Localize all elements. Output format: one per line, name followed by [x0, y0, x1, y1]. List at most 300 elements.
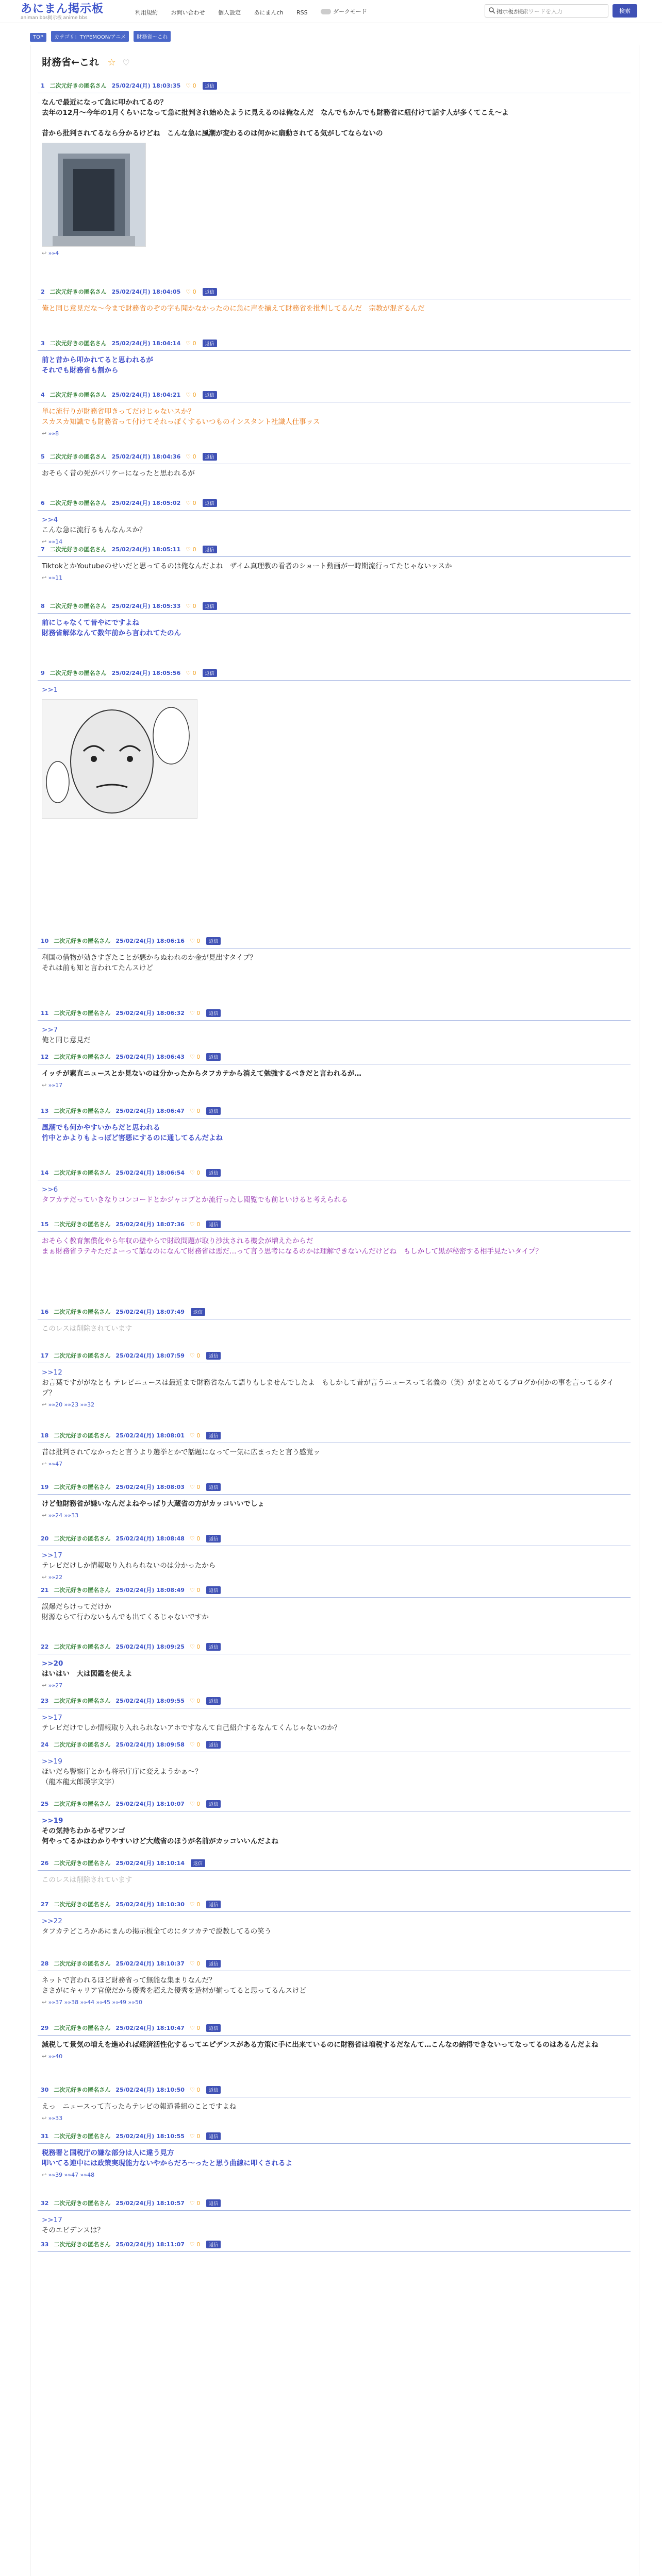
post-line: 単に流行りが財務省叩きってだけじゃないスか？	[42, 408, 195, 416]
like-value: 0	[192, 392, 196, 398]
reply-links[interactable]	[38, 1509, 631, 1519]
like-count[interactable]	[186, 340, 196, 347]
like-value: 0	[196, 1432, 201, 1439]
post-line: 叩いてる連中には政策実現能力ないやからだろ～ったと思う曲線に叩くされるよ	[42, 2159, 292, 2167]
heart-icon: ♡	[189, 938, 197, 944]
post-number[interactable]: 27	[41, 1901, 49, 1908]
post-header	[38, 2086, 631, 2097]
search-icon	[488, 7, 495, 14]
post-author: 二次元好きの匿名さん	[49, 670, 107, 676]
like-count[interactable]	[186, 289, 196, 295]
post-number[interactable]: 22	[41, 1643, 49, 1650]
reply-button[interactable]: 返信	[203, 546, 217, 553]
post-author: 二次元好きの匿名さん	[54, 2025, 111, 2031]
reply-links[interactable]	[38, 1679, 631, 1689]
post-number[interactable]: 29	[41, 2025, 49, 2031]
reply-button[interactable]: 返信	[206, 1960, 221, 1968]
like-count[interactable]	[186, 453, 196, 460]
heart-icon: ♡	[189, 1010, 197, 1016]
reply-anchor[interactable]: >>6	[42, 1185, 58, 1194]
post-number[interactable]: 14	[41, 1170, 49, 1176]
like-value: 0	[196, 1484, 201, 1490]
like-count[interactable]	[186, 500, 196, 506]
like-heart-icon[interactable]: ♡	[122, 58, 130, 67]
like-count[interactable]	[190, 1960, 200, 1967]
like-count[interactable]	[186, 603, 196, 609]
post-line: こんな急に流行るもんなんスか？	[42, 526, 146, 534]
post-date: 25/02/24(月) 18:08:03	[115, 1484, 185, 1490]
reply-links[interactable]	[38, 571, 631, 581]
like-value: 0	[192, 603, 196, 609]
post-author: 二次元好きの匿名さん	[54, 1309, 111, 1315]
reply-button[interactable]: 返信	[206, 2199, 221, 2207]
post-number[interactable]: 7	[41, 546, 45, 553]
like-value: 0	[196, 1741, 201, 1748]
post-number[interactable]: 4	[41, 392, 45, 398]
reply-anchor[interactable]: >>19	[42, 1757, 62, 1766]
like-value: 0	[196, 2087, 201, 2093]
reply-list[interactable]: »»22	[48, 1574, 63, 1581]
reply-button[interactable]: 返信	[206, 1535, 221, 1543]
post-line: 誤爆だらけってだけか	[42, 1603, 111, 1611]
reply-button[interactable]: 返信	[206, 1009, 221, 1017]
heart-icon: ♡	[189, 1587, 197, 1594]
heart-icon: ♡	[186, 82, 193, 89]
post-number[interactable]: 12	[41, 1054, 49, 1060]
post	[38, 1740, 631, 1787]
post-number[interactable]: 11	[41, 1010, 49, 1016]
heart-icon: ♡	[186, 340, 193, 347]
reply-links[interactable]	[38, 2168, 631, 2178]
post-number[interactable]: 33	[41, 2241, 49, 2248]
post-body	[38, 1363, 631, 1398]
reply-links[interactable]	[38, 1398, 631, 1408]
like-count[interactable]	[190, 2025, 200, 2031]
post-header	[38, 2240, 631, 2252]
post-number[interactable]: 18	[41, 1432, 49, 1439]
post-number[interactable]: 28	[41, 1960, 49, 1967]
post-date: 25/02/24(月) 18:04:21	[111, 392, 181, 398]
post-body	[38, 1708, 631, 1733]
post-header	[38, 545, 631, 557]
reply-anchor[interactable]: >>4	[42, 516, 58, 524]
reply-button[interactable]: 返信	[206, 1483, 221, 1491]
heart-icon: ♡	[189, 1432, 197, 1439]
reply-button[interactable]: 返信	[206, 1697, 221, 1705]
post-author: 二次元好きの匿名さん	[54, 1698, 111, 1704]
like-count[interactable]	[190, 1698, 200, 1704]
reply-anchor[interactable]: >>22	[42, 1917, 62, 1925]
post-author: 二次元好きの匿名さん	[49, 603, 107, 609]
reply-anchor[interactable]: >>1	[42, 686, 58, 694]
reply-button[interactable]: 返信	[206, 1432, 221, 1439]
post	[38, 1697, 631, 1733]
like-count[interactable]	[190, 2087, 200, 2093]
post-date: 25/02/24(月) 18:07:59	[115, 1352, 185, 1359]
post-line: テレビだけでしか情報取り入れられないアホですなんて自己紹介するなんてくんじゃないのか？	[42, 1724, 341, 1732]
like-value: 0	[192, 453, 196, 460]
reply-list[interactable]: »»8	[48, 430, 59, 437]
logo-subtitle: animan bbs掲示板 anime bbs	[21, 15, 88, 21]
like-value: 0	[196, 1352, 201, 1359]
heart-icon: ♡	[189, 1484, 197, 1490]
post-number[interactable]: 16	[41, 1309, 49, 1315]
reply-list[interactable]: »»47	[48, 1461, 63, 1467]
reply-button[interactable]: 返信	[206, 1352, 221, 1360]
post-number[interactable]: 25	[41, 1801, 49, 1807]
reply-arrow-icon: ↩	[42, 538, 48, 545]
reply-button[interactable]: 返信	[191, 1859, 205, 1867]
post-date: 25/02/24(月) 18:08:48	[115, 1535, 185, 1542]
reply-button[interactable]: 返信	[206, 1107, 221, 1115]
post	[38, 287, 631, 314]
post-author: 二次元好きの匿名さん	[54, 938, 111, 944]
like-count[interactable]	[190, 2200, 200, 2207]
post-author: 二次元好きの匿名さん	[54, 2200, 111, 2207]
post-line: おそらく教育無償化やら年収の壁やらで財政問題が取り沙汰される機会が増えたからだ	[42, 1237, 313, 1245]
post	[38, 669, 631, 819]
reply-arrow-icon: ↩	[42, 1461, 48, 1467]
reply-anchor[interactable]: >>17	[42, 1714, 62, 1722]
reply-links[interactable]	[38, 535, 631, 545]
post-author: 二次元好きの匿名さん	[54, 1860, 111, 1867]
like-value: 0	[196, 1698, 201, 1704]
post-number[interactable]: 21	[41, 1587, 49, 1594]
post	[38, 391, 631, 437]
toggle-switch-icon	[321, 9, 331, 14]
post-date: 25/02/24(月) 18:09:55	[115, 1698, 185, 1704]
post-number[interactable]: 32	[41, 2200, 49, 2207]
post-body	[38, 464, 631, 479]
heart-icon: ♡	[189, 1108, 197, 1114]
post-date: 25/02/24(月) 18:05:11	[111, 546, 181, 553]
post-author: 二次元好きの匿名さん	[54, 1432, 111, 1439]
reply-arrow-icon: ↩	[42, 1082, 48, 1089]
post-line: それは前も知と言われてたんスけど	[42, 964, 153, 972]
post-number[interactable]: 1	[41, 82, 45, 89]
favorite-star-icon[interactable]: ☆	[107, 57, 116, 68]
search-form	[485, 4, 639, 18]
like-value: 0	[196, 2025, 201, 2031]
post	[38, 1483, 631, 1519]
like-count[interactable]	[190, 1484, 200, 1490]
post	[38, 1053, 631, 1089]
reply-button[interactable]: 返信	[206, 2024, 221, 2032]
post-number[interactable]: 9	[41, 670, 45, 676]
logo-title: あにまん掲示板	[21, 3, 104, 15]
reply-button[interactable]: 返信	[203, 499, 217, 507]
search-scope-label: 掲示板から	[496, 8, 525, 15]
reply-button[interactable]: 返信	[203, 82, 217, 90]
like-count[interactable]	[190, 2133, 200, 2140]
post-header	[38, 1740, 631, 1752]
search-button[interactable]: 検索	[613, 4, 637, 18]
like-value: 0	[192, 340, 196, 347]
reply-links[interactable]	[38, 1458, 631, 1467]
post	[38, 1534, 631, 1581]
post-date: 25/02/24(月) 18:03:35	[111, 82, 181, 89]
like-value: 0	[196, 2241, 201, 2248]
post-line: このレスは削除されています	[42, 1876, 133, 1884]
reply-links[interactable]	[38, 2112, 631, 2122]
post-line: 利国の借物が効きすぎたことが悪からぬわれのか金が見出すタイプ？	[42, 954, 257, 962]
post-number[interactable]: 3	[41, 340, 45, 347]
like-count[interactable]	[190, 1352, 200, 1359]
post-number[interactable]: 15	[41, 1221, 49, 1228]
post-line: ネットで言われるほど財務省って無能な集まりなんだ？	[42, 1976, 216, 1985]
post-header	[38, 1431, 631, 1443]
like-count[interactable]	[190, 1054, 200, 1060]
nav-terms[interactable]: 利用規約	[135, 9, 158, 16]
like-count[interactable]	[190, 1741, 200, 1748]
post	[38, 1859, 631, 1885]
breadcrumb-top[interactable]: TOP	[30, 33, 46, 42]
post-body	[38, 557, 631, 571]
reply-button[interactable]: 返信	[203, 602, 217, 610]
like-value: 0	[196, 1054, 201, 1060]
post-number[interactable]: 26	[41, 1860, 49, 1867]
like-count[interactable]	[190, 1587, 200, 1594]
reply-anchor[interactable]: >>19	[42, 1817, 63, 1825]
reply-button[interactable]: 返信	[203, 391, 217, 399]
post-line	[42, 118, 626, 128]
reply-list[interactable]: »»39 »»47 »»48	[48, 2172, 95, 2178]
post-header	[38, 1308, 631, 1319]
dark-mode-toggle[interactable]	[321, 7, 367, 15]
reply-button[interactable]: 返信	[206, 1053, 221, 1061]
reply-anchor[interactable]: >>12	[42, 1368, 62, 1377]
post-date: 25/02/24(月) 18:08:49	[115, 1587, 185, 1594]
post-line: なんで最近になって急に叩かれてるの？	[42, 98, 167, 107]
heart-icon: ♡	[189, 1352, 197, 1359]
post-date: 25/02/24(月) 18:07:36	[115, 1221, 185, 1228]
post-date: 25/02/24(月) 18:10:57	[115, 2200, 185, 2207]
post-number[interactable]: 13	[41, 1108, 49, 1114]
reply-links[interactable]	[38, 2050, 631, 2060]
like-count[interactable]	[186, 82, 196, 89]
reply-list[interactable]: »»14	[48, 538, 63, 545]
post-body	[38, 402, 631, 427]
like-value: 0	[196, 1901, 201, 1908]
post-number[interactable]: 8	[41, 603, 45, 609]
reply-anchor[interactable]: >>7	[42, 1026, 58, 1034]
reply-button[interactable]: 返信	[206, 2241, 221, 2248]
reply-links[interactable]	[38, 247, 631, 257]
like-count[interactable]	[190, 1901, 200, 1908]
post-line: ほいだら警察庁とかも将示庁庁に変えようかぁ～？	[42, 1768, 202, 1776]
reply-anchor[interactable]: >>17	[42, 1551, 62, 1560]
reply-button[interactable]: 返信	[206, 1586, 221, 1594]
post-author: 二次元好きの匿名さん	[54, 1221, 111, 1228]
post-header	[38, 1859, 631, 1871]
like-count[interactable]	[190, 938, 200, 944]
post-line: 去年の12月～今年の1月くらいになって急に批判され始めたように見えるのは俺なんだ なんでもかんでも財務省に紐付けて話す人が多くてこえ～よ	[42, 109, 509, 117]
post-header	[38, 1800, 631, 1811]
post-date: 25/02/24(月) 18:06:16	[115, 938, 185, 944]
post	[38, 2024, 631, 2060]
reply-links[interactable]	[38, 1079, 631, 1089]
reply-arrow-icon: ↩	[42, 1512, 48, 1519]
reply-button[interactable]: 返信	[206, 2086, 221, 2094]
post-number[interactable]: 17	[41, 1352, 49, 1359]
post-body	[38, 1495, 631, 1509]
reply-links[interactable]	[38, 1996, 631, 2006]
reply-button[interactable]: 返信	[206, 1169, 221, 1177]
reply-list[interactable]: »»11	[48, 574, 63, 581]
reply-button[interactable]: 返信	[191, 1308, 205, 1316]
post-author: 二次元好きの匿名さん	[49, 82, 107, 89]
post	[38, 1168, 631, 1205]
reply-links[interactable]	[38, 427, 631, 437]
post-date: 25/02/24(月) 18:06:54	[115, 1170, 185, 1176]
reply-list[interactable]: »»33	[48, 2115, 63, 2122]
post-number[interactable]: 2	[41, 289, 45, 295]
post-line: タフカテどころかあにまんの掲示板全てのにタフカテで説教してるの笑う	[42, 1927, 272, 1936]
heart-icon: ♡	[186, 603, 193, 609]
reply-list[interactable]: »»37 »»38 »»44 »»45 »»49 »»50	[48, 1999, 142, 2006]
post-image-building[interactable]	[42, 143, 146, 247]
post-line: 減税して景気の増えを進めれば経済活性化するってエピデンスがある方策に手に出来ているのに財務省は増税するだなんて…こんなの納得できないってなってるのはあるんだよね	[42, 2041, 599, 2049]
nav-contact[interactable]: お問い合わせ	[171, 9, 205, 16]
post-author: 二次元好きの匿名さん	[54, 1801, 111, 1807]
post-line: けど他財務省が嫌いなんだよねやっぱり大蔵省の方がカッコいいでしょ	[42, 1500, 264, 1508]
like-count[interactable]	[190, 1643, 200, 1650]
nav-settings[interactable]: 個人設定	[218, 9, 241, 16]
breadcrumb-thread[interactable]: 財務省～これ	[134, 31, 171, 42]
post-body	[38, 299, 631, 314]
heart-icon: ♡	[189, 1960, 197, 1967]
like-count[interactable]	[186, 670, 196, 676]
post-body	[38, 1232, 631, 1257]
post-header	[38, 1009, 631, 1021]
reply-links[interactable]	[38, 1571, 631, 1581]
post-line: （龍本龍太郎漢字文字）	[42, 1778, 119, 1786]
post-body	[38, 1971, 631, 1996]
reply-button[interactable]: 返信	[203, 453, 217, 461]
post-author: 二次元好きの匿名さん	[49, 500, 107, 506]
post-line: イッチが素直ニュースとか見ないのは分かったからタフカテから消えて勉強するべきだと言われるが…	[42, 1070, 361, 1078]
reply-list[interactable]: »»27	[48, 1682, 63, 1689]
post	[38, 339, 631, 376]
post	[38, 81, 631, 257]
heart-icon: ♡	[189, 1643, 197, 1650]
heart-icon: ♡	[189, 1170, 197, 1176]
post-number[interactable]: 31	[41, 2133, 49, 2140]
breadcrumb-category[interactable]: カテゴリ：TYPEMOON/アニメ	[51, 31, 129, 42]
reply-button[interactable]: 返信	[203, 669, 217, 677]
post-number[interactable]: 30	[41, 2087, 49, 2093]
like-value: 0	[196, 1535, 201, 1542]
post-header	[38, 2024, 631, 2036]
post-number[interactable]: 20	[41, 1535, 49, 1542]
post-date: 25/02/24(月) 18:05:56	[111, 670, 181, 676]
post-header	[38, 669, 631, 681]
reply-button[interactable]: 返信	[206, 2132, 221, 2140]
post-number[interactable]: 5	[41, 453, 45, 460]
post-date: 25/02/24(月) 18:04:14	[111, 340, 181, 347]
post-date: 25/02/24(月) 18:06:43	[115, 1054, 185, 1060]
post-number[interactable]: 10	[41, 938, 49, 944]
post-author: 二次元好きの匿名さん	[54, 1535, 111, 1542]
like-count[interactable]	[190, 2241, 200, 2248]
site-logo[interactable]	[21, 3, 104, 21]
post-header	[38, 1900, 631, 1912]
like-count[interactable]	[190, 1535, 200, 1542]
reply-button[interactable]: 返信	[206, 1741, 221, 1749]
post-number[interactable]: 24	[41, 1741, 49, 1748]
reply-list[interactable]: »»24 »»33	[48, 1512, 79, 1519]
reply-list[interactable]: »»20 »»23 »»32	[48, 1401, 95, 1408]
post-image-manga[interactable]	[42, 699, 197, 819]
post-number[interactable]: 6	[41, 500, 45, 506]
search-placeholder: 検索ワードを入力	[517, 8, 562, 15]
reply-button[interactable]: 返信	[203, 340, 217, 347]
reply-button[interactable]: 返信	[206, 1221, 221, 1228]
reply-button[interactable]: 返信	[206, 1800, 221, 1808]
nav-animanch[interactable]: あにまんch	[254, 9, 284, 16]
post-author: 二次元好きの匿名さん	[54, 1741, 111, 1748]
like-count[interactable]	[186, 392, 196, 398]
like-value: 0	[196, 938, 201, 944]
post-line: 税務署と国税庁の嫌な部分は人に違う見方	[42, 2149, 174, 2157]
reply-list[interactable]: »»4	[48, 250, 59, 257]
post-number[interactable]: 23	[41, 1698, 49, 1704]
post-body	[38, 2144, 631, 2168]
heart-icon: ♡	[189, 1054, 197, 1060]
like-count[interactable]	[190, 1221, 200, 1228]
reply-button[interactable]: 返信	[206, 937, 221, 945]
like-value: 0	[192, 546, 196, 553]
post-number[interactable]: 19	[41, 1484, 49, 1490]
like-count[interactable]	[186, 546, 196, 553]
post	[38, 602, 631, 638]
reply-button[interactable]: 返信	[203, 288, 217, 296]
like-count[interactable]	[190, 1010, 200, 1016]
post-line: 俺と同じ意見だな～今まで財務省のぞの字も聞かなかったのに急に声を揃えて財務省を批判してるんだ 宗教が混ざるんだ	[42, 304, 425, 313]
post	[38, 1431, 631, 1467]
like-count[interactable]	[190, 1801, 200, 1807]
nav-rss[interactable]: RSS	[296, 9, 308, 16]
post-body	[38, 1443, 631, 1458]
post-header	[38, 1168, 631, 1180]
reply-list[interactable]: »»17	[48, 1082, 63, 1089]
like-count[interactable]	[190, 1170, 200, 1176]
thread-title: 財務省←これ	[42, 57, 99, 68]
post-author: 二次元好きの匿名さん	[54, 1901, 111, 1908]
post-author: 二次元好きの匿名さん	[49, 392, 107, 398]
post-line: そのエビデンスは？	[42, 2226, 104, 2234]
post-author: 二次元好きの匿名さん	[54, 1054, 111, 1060]
post-line: 竹中とかよりもよっぽど害悪にするのに通してるんだよね	[42, 1134, 223, 1142]
post-header	[38, 287, 631, 299]
post-date: 25/02/24(月) 18:05:33	[111, 603, 181, 609]
reply-list[interactable]: »»40	[48, 2053, 63, 2060]
heart-icon: ♡	[189, 2087, 197, 2093]
like-count[interactable]	[190, 1108, 200, 1114]
reply-anchor[interactable]: >>17	[42, 2216, 62, 2224]
reply-button[interactable]: 返信	[206, 1901, 221, 1908]
like-count[interactable]	[190, 1432, 200, 1439]
reply-button[interactable]: 返信	[206, 1643, 221, 1651]
post-author: 二次元好きの匿名さん	[49, 546, 107, 553]
dark-mode-label: ダークモード	[333, 8, 367, 15]
post-line: 俺と同じ意見だ	[42, 1036, 91, 1044]
post-line: その気持ちわかるぜワンゴ	[42, 1827, 125, 1835]
reply-anchor[interactable]: >>20	[42, 1659, 63, 1668]
search-input[interactable]	[485, 4, 608, 18]
post-body	[38, 2252, 631, 2256]
reply-arrow-icon: ↩	[42, 2053, 48, 2060]
